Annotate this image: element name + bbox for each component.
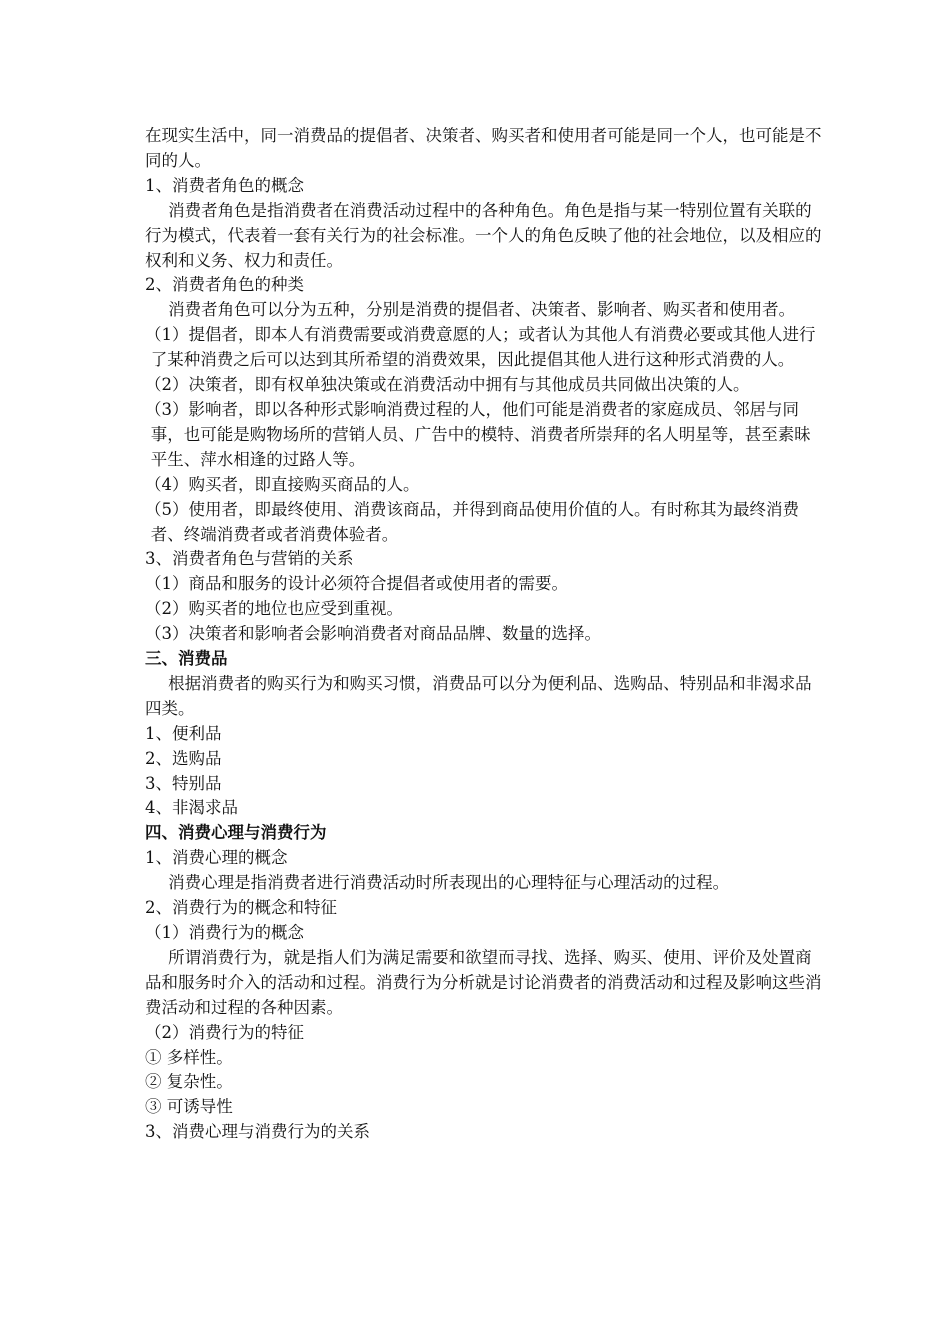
list-item-decider: （2）决策者，即有权单独决策或在消费活动中拥有与其他成员共同做出决策的人。 bbox=[145, 375, 750, 395]
list-item-marketing-2: （2）购买者的地位也应受到重视。 bbox=[145, 599, 403, 619]
list-item-shopping-goods: 2、选购品 bbox=[145, 748, 222, 768]
paragraph-role-types: 消费者角色可以分为五种，分别是消费的提倡者、决策者、影响者、购买者和使用者。 bbox=[168, 300, 796, 320]
paragraph-role-concept: 消费者角色是指消费者在消费活动过程中的各种角色。角色是指与某一特别位置有关联的行为模式，代表着一套有关行为的社会标准。一个人的角色反映了他的社会地位，以及相应的权利和义务、权力和责任。 bbox=[145, 200, 822, 270]
list-item-unsought-goods: 4、非渴求品 bbox=[145, 798, 238, 818]
list-item-marketing-1: （1）商品和服务的设计必须符合提倡者或使用者的需要。 bbox=[145, 574, 568, 594]
list-item-specialty-goods: 3、特别品 bbox=[145, 773, 222, 793]
list-item-marketing-3: （3）决策者和影响者会影响消费者对商品品牌、数量的选择。 bbox=[145, 624, 601, 644]
section-heading-role-marketing: 3、消费者角色与营销的关系 bbox=[145, 549, 354, 569]
list-item-convenience-goods: 1、便利品 bbox=[145, 723, 222, 743]
chapter-heading-psychology-behavior: 四、消费心理与消费行为 bbox=[145, 823, 327, 843]
document-body bbox=[145, 124, 825, 1145]
list-item-advocate: （1）提倡者，即本人有消费需要或消费意愿的人；或者认为其他人有消费必要或其他人进行了某种消费之后可以达到其所希望的消费效果，因此提倡其他人进行这种形式消费的人。 bbox=[145, 325, 816, 370]
list-item-diversity: ① 多样性。 bbox=[145, 1047, 233, 1067]
list-item-user: （5）使用者，即最终使用、消费该商品，并得到商品使用价值的人。有时称其为最终消费者、终端消费者或者消费体验者。 bbox=[145, 499, 799, 544]
list-item-inducibility: ③ 可诱导性 bbox=[145, 1097, 233, 1117]
paragraph-psychology-concept: 消费心理是指消费者进行消费活动时所表现出的心理特征与心理活动的过程。 bbox=[168, 873, 730, 893]
section-heading-role-concept: 1、消费者角色的概念 bbox=[145, 175, 304, 195]
section-heading-behavior-concept: 2、消费行为的概念和特征 bbox=[145, 898, 337, 918]
section-heading-psychology-concept: 1、消费心理的概念 bbox=[145, 848, 288, 868]
list-item-complexity: ② 复杂性。 bbox=[145, 1072, 233, 1092]
chapter-heading-consumer-goods: 三、消费品 bbox=[145, 649, 228, 669]
list-item-buyer: （4）购买者，即直接购买商品的人。 bbox=[145, 474, 420, 494]
subsection-heading-behavior-concept: （1）消费行为的概念 bbox=[145, 923, 304, 942]
paragraph-consumer-goods: 根据消费者的购买行为和购买习惯，消费品可以分为便利品、选购品、特别品和非渴求品四类。 bbox=[145, 673, 812, 718]
paragraph-intro: 在现实生活中，同一消费品的提倡者、决策者、购买者和使用者可能是同一个人，也可能是不同的人。 bbox=[145, 126, 822, 170]
paragraph-behavior-concept: 所谓消费行为，就是指人们为满足需要和欲望而寻找、选择、购买、使用、评价及处置商品和服务时介入的活动和过程。消费行为分析就是讨论消费者的消费活动和过程及影响这些消费活动和过程的各种因素。 bbox=[145, 947, 822, 1017]
section-heading-psychology-behavior-relation: 3、消费心理与消费行为的关系 bbox=[145, 1122, 370, 1142]
subsection-heading-behavior-features: （2）消费行为的特征 bbox=[145, 1022, 304, 1042]
list-item-influencer: （3）影响者，即以各种形式影响消费过程的人，他们可能是消费者的家庭成员、邻居与同事，也可能是购物场所的营销人员、广告中的模特、消费者所崇拜的名人明星等，甚至素昧平生、萍水相逢的过路人等。 bbox=[145, 399, 811, 469]
section-heading-role-types: 2、消费者角色的种类 bbox=[145, 275, 304, 295]
